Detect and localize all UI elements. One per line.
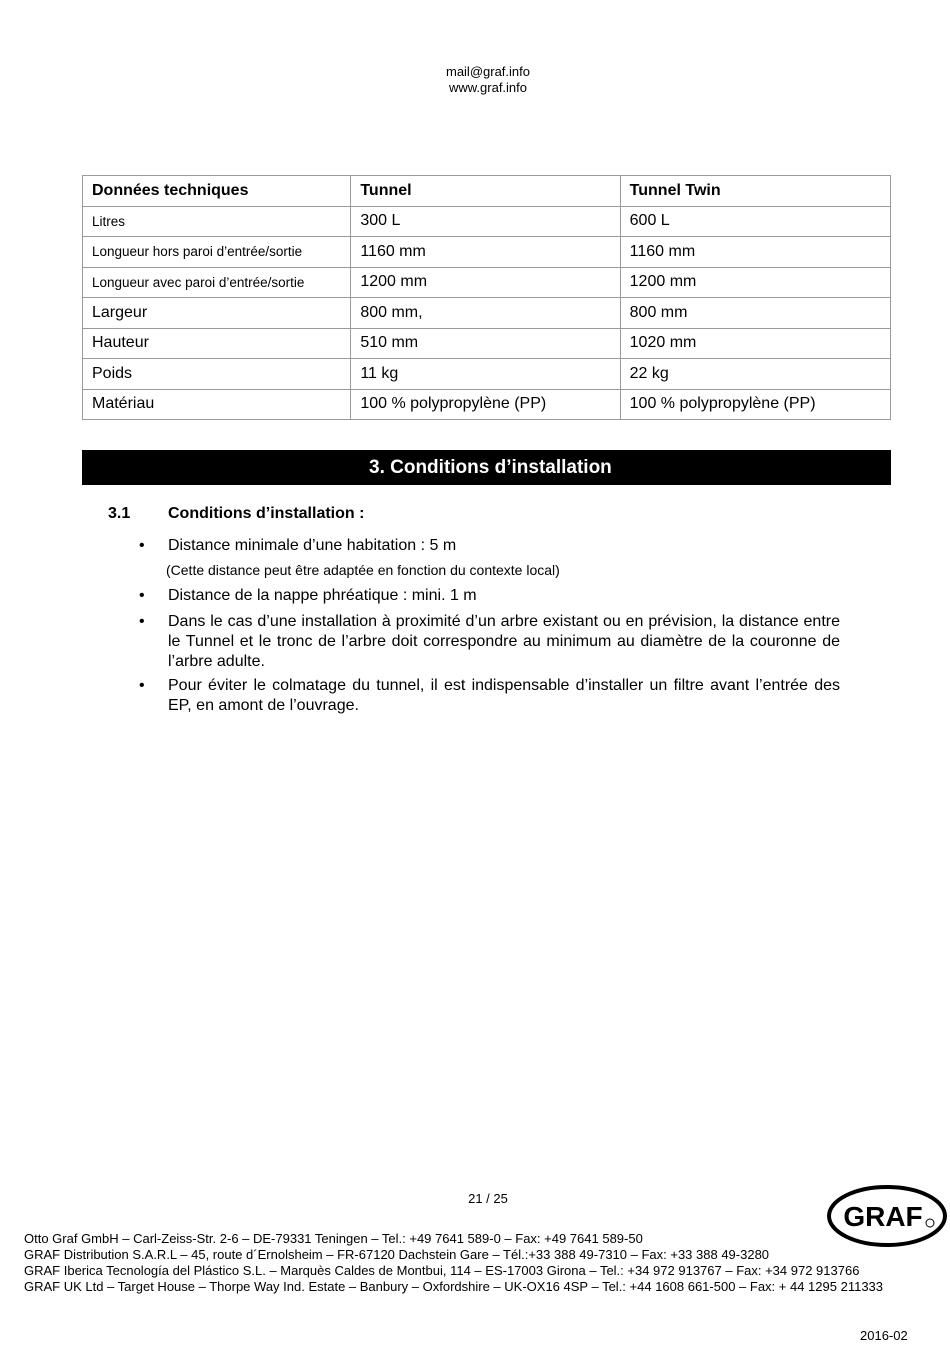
table-row bbox=[83, 298, 891, 329]
footer-address-line: GRAF UK Ltd – Target House – Thorpe Way Ind. Estate – Banbury – Oxfordshire – UK-OX16 4SP – Tel.: +44 1608 661-500 – Fax: + 44 1295 211333 bbox=[24, 1279, 884, 1294]
table-header-cell: Tunnel Twin bbox=[620, 176, 890, 207]
section-title: 3. Conditions d’installation bbox=[369, 457, 612, 478]
list-item: Distance de la nappe phréatique : mini. 1 m bbox=[168, 587, 477, 604]
logo-text: GRAF bbox=[843, 1201, 923, 1232]
subsection-number: 3.1 bbox=[108, 505, 131, 522]
table-header-row bbox=[83, 176, 891, 207]
table-cell: Largeur bbox=[83, 298, 351, 329]
list-item: Dans le cas d’une installation à proximité d’un arbre existant ou en prévision, la distance entre le Tunnel et le tronc de l’arbre doit correspondre au minimum au diamètre de la couronne de l’arbre adulte. bbox=[168, 613, 840, 670]
table-row bbox=[83, 328, 891, 359]
table-cell: 100 % polypropylène (PP) bbox=[351, 389, 620, 420]
table-cell: Hauteur bbox=[83, 328, 351, 359]
table-cell: 11 kg bbox=[351, 359, 620, 390]
table-cell: Poids bbox=[83, 359, 351, 390]
table-cell: 1160 mm bbox=[620, 237, 890, 268]
table-cell: 1160 mm bbox=[351, 237, 620, 268]
table-cell: 800 mm, bbox=[351, 298, 620, 329]
bullet-icon: • bbox=[139, 537, 145, 554]
section-heading-bar bbox=[82, 450, 891, 485]
table-row bbox=[83, 389, 891, 420]
table-cell: 800 mm bbox=[620, 298, 890, 329]
document-date: 2016-02 bbox=[860, 1328, 908, 1343]
table-header-cell: Tunnel bbox=[351, 176, 620, 207]
table-row bbox=[83, 237, 891, 268]
table-cell: 510 mm bbox=[351, 328, 620, 359]
footer-address-line: GRAF Iberica Tecnología del Plástico S.L. – Marquès Caldes de Montbui, 114 – ES-17003 Girona – Tel.: +34 972 913767 – Fax: +34 972 913766 bbox=[24, 1263, 860, 1278]
bullet-icon: • bbox=[139, 677, 145, 694]
page-number: 21 / 25 bbox=[468, 1191, 508, 1206]
graf-logo-icon bbox=[826, 1183, 948, 1249]
list-item: Pour éviter le colmatage du tunnel, il est indispensable d’installer un filtre avant l’entrée des EP, en amont de l’ouvrage. bbox=[168, 677, 840, 714]
table-cell: 600 L bbox=[620, 206, 890, 237]
header-email[interactable]: mail@graf.info bbox=[445, 64, 530, 79]
bullet-icon: • bbox=[139, 587, 145, 604]
table-header-cell: Données techniques bbox=[83, 176, 351, 207]
table-cell: Matériau bbox=[83, 389, 351, 420]
subsection-title: Conditions d’installation : bbox=[168, 505, 365, 522]
table-cell: 22 kg bbox=[620, 359, 890, 390]
bullet-icon: • bbox=[139, 613, 145, 630]
tech-data-table bbox=[82, 175, 891, 420]
table-cell: Longueur hors paroi d’entrée/sortie bbox=[83, 237, 351, 268]
table-cell: 100 % polypropylène (PP) bbox=[620, 389, 890, 420]
table-cell: 300 L bbox=[351, 206, 620, 237]
footer-address-line: Otto Graf GmbH – Carl-Zeiss-Str. 2-6 – DE-79331 Teningen – Tel.: +49 7641 589-0 – Fax: +49 7641 589-50 bbox=[24, 1231, 643, 1246]
table-row bbox=[83, 267, 891, 298]
list-item: Distance minimale d’une habitation : 5 m bbox=[168, 537, 457, 554]
table-cell: Longueur avec paroi d’entrée/sortie bbox=[83, 267, 351, 298]
table-cell: 1200 mm bbox=[620, 267, 890, 298]
table-row bbox=[83, 359, 891, 390]
table-cell: Litres bbox=[83, 206, 351, 237]
header-website[interactable]: www.graf.info bbox=[448, 80, 528, 95]
footer-address-line: GRAF Distribution S.A.R.L – 45, route d´Ernolsheim – FR-67120 Dachstein Gare – Tél.:+33 388 49-7310 – Fax: +33 388 49-3280 bbox=[24, 1247, 770, 1262]
table-cell: 1200 mm bbox=[351, 267, 620, 298]
table-cell: 1020 mm bbox=[620, 328, 890, 359]
bullet-note: (Cette distance peut être adaptée en fonction du contexte local) bbox=[166, 562, 560, 578]
table-row bbox=[83, 206, 891, 237]
